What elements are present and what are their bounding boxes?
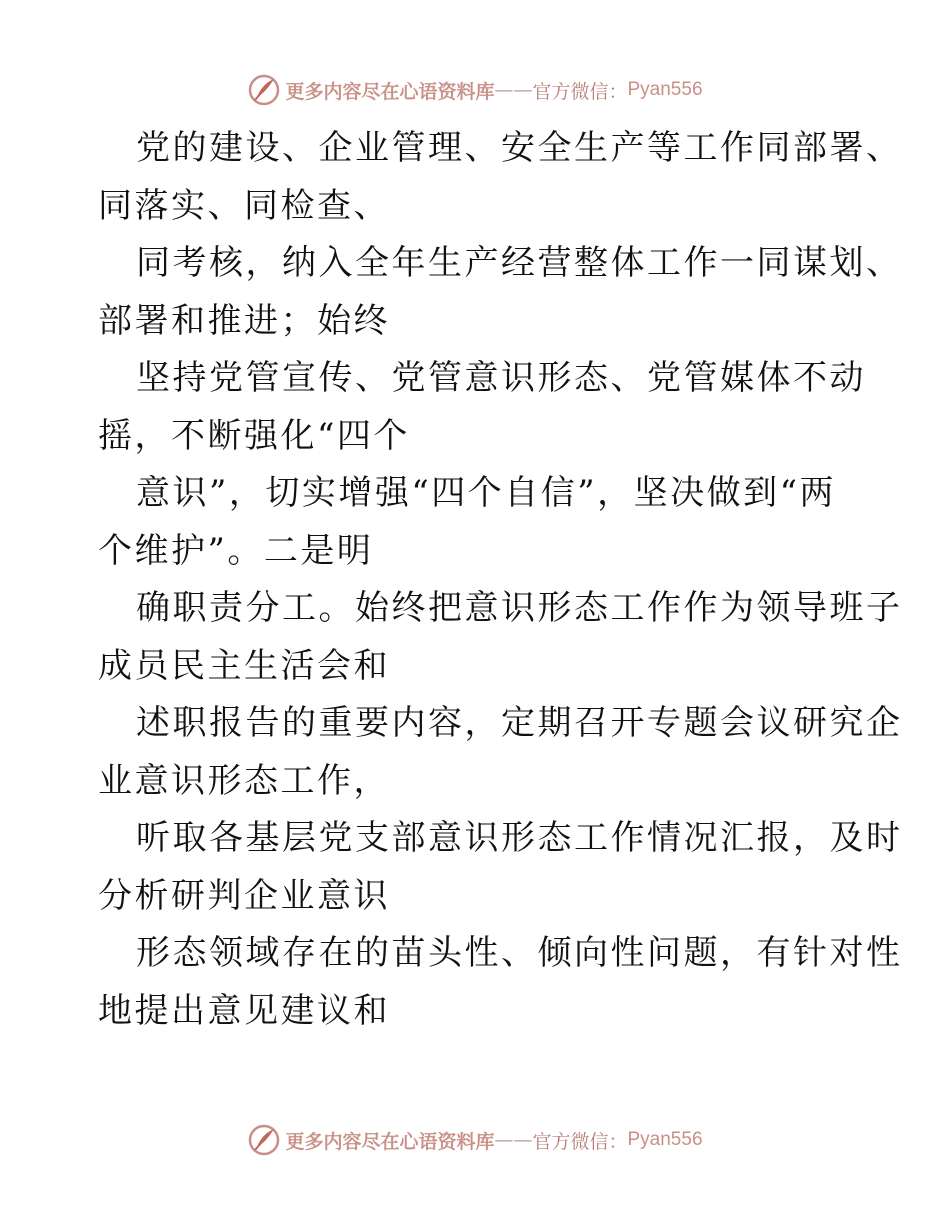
text-line: 党的建设、企业管理、安全生产等工作同部署、 — [136, 128, 903, 168]
text-line: 分析研判企业意识 — [98, 875, 390, 916]
watermark-wechat-label: 官方微信： — [532, 80, 628, 103]
watermark-wechat-id: Pyan556 — [627, 1129, 703, 1150]
text-line: 部署和推进；始终 — [98, 300, 390, 341]
text-line: 述职报告的重要内容，定期召开专题会议研究企 — [136, 703, 903, 743]
watermark-main-text: 更多内容尽在心语资料库 — [285, 80, 495, 103]
watermark-wechat-label: 官方微信： — [532, 1130, 628, 1153]
text-line: 同落实、同检查、 — [98, 185, 390, 226]
watermark-dash: —— — [494, 1129, 533, 1151]
text-line: 摇，不断强化“四个 — [98, 415, 410, 456]
text-line: 形态领域存在的苗头性、倾向性问题，有针对性 — [136, 933, 903, 973]
header-watermark — [0, 70, 950, 110]
watermark-dash: —— — [494, 79, 533, 101]
text-line: 个维护”。二是明 — [98, 530, 374, 571]
text-line: 意识”，切实增强“四个自信”，坚决做到“两 — [136, 473, 837, 513]
watermark-wechat-id: Pyan556 — [627, 79, 703, 100]
watermark-main-text: 更多内容尽在心语资料库 — [285, 1130, 495, 1153]
text-line: 成员民主生活会和 — [98, 645, 390, 686]
text-line: 业意识形态工作， — [98, 760, 390, 801]
feather-pen-logo-icon — [247, 73, 281, 107]
text-line: 同考核，纳入全年生产经营整体工作一同谋划、 — [136, 243, 903, 283]
document-body — [98, 120, 903, 1040]
footer-watermark — [0, 1120, 950, 1160]
text-line: 地提出意见建议和 — [98, 990, 390, 1031]
text-line: 坚持党管宣传、党管意识形态、党管媒体不动 — [136, 358, 866, 398]
feather-pen-logo-icon — [247, 1123, 281, 1157]
text-line: 听取各基层党支部意识形态工作情况汇报，及时 — [136, 818, 903, 858]
text-line: 确职责分工。始终把意识形态工作作为领导班子 — [136, 588, 903, 628]
